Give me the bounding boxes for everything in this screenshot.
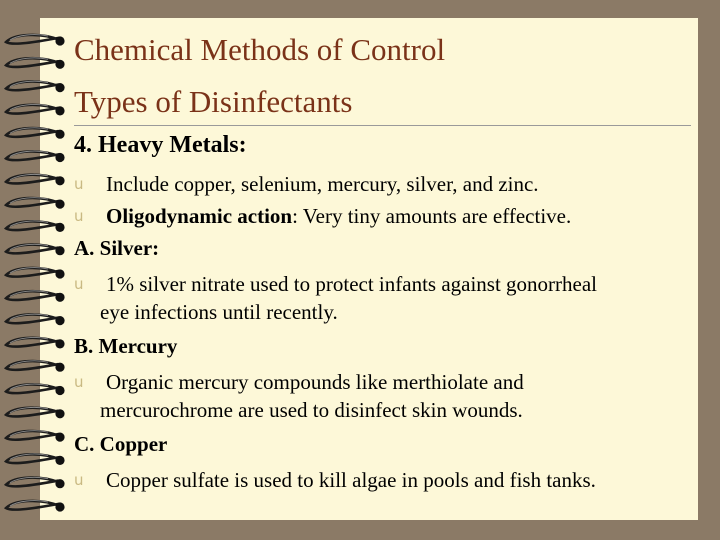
spiral-ring-icon <box>6 151 65 162</box>
spiral-ring-icon <box>6 477 65 488</box>
spiral-ring-icon <box>6 268 65 279</box>
spiral-ring-icon <box>6 361 65 372</box>
spiral-binding <box>0 0 80 540</box>
bullet-continuation: eye infections until recently. <box>100 300 338 324</box>
bullet-icon: u <box>74 207 84 225</box>
spiral-ring-icon <box>6 221 65 232</box>
section-heading: 4. Heavy Metals: <box>74 132 247 158</box>
spiral-ring-icon <box>6 81 65 92</box>
bullet-text: 1% silver nitrate used to protect infants against gonorrheal <box>106 272 598 296</box>
spiral-ring-icon <box>6 501 65 512</box>
list-item <box>74 468 596 493</box>
spiral-ring-icon <box>6 128 65 139</box>
bullet-icon: u <box>74 471 84 489</box>
slide-subtitle: Types of Disinfectants <box>74 84 353 119</box>
spiral-ring-icon <box>6 198 65 209</box>
list-item <box>74 172 539 197</box>
spiral-ring-icon <box>6 174 65 185</box>
spiral-ring-icon <box>6 454 65 465</box>
term-bold: Oligodynamic action <box>106 204 293 228</box>
list-item <box>74 204 571 229</box>
subsection-heading: B. Mercury <box>74 334 178 358</box>
subsection-heading: A. Silver: <box>74 236 160 260</box>
spiral-ring-icon <box>6 244 65 255</box>
bullet-icon: u <box>74 175 84 193</box>
bullet-icon: u <box>74 275 84 293</box>
bullet-text: Organic mercury compounds like merthiolate and <box>106 370 524 394</box>
bullet-text: Copper sulfate is used to kill algae in pools and fish tanks. <box>106 468 596 492</box>
spiral-ring-icon <box>6 58 65 69</box>
spiral-ring-icon <box>6 384 65 395</box>
bullet-text: : Very tiny amounts are effective. <box>292 204 572 228</box>
spiral-ring-icon <box>6 407 65 418</box>
spiral-ring-icon <box>6 337 65 348</box>
bullet-icon: u <box>74 373 84 391</box>
subsection-heading: C. Copper <box>74 432 168 456</box>
bullet-continuation: mercurochrome are used to disinfect skin wounds. <box>100 398 523 422</box>
bullet-text: Include copper, selenium, mercury, silver, and zinc. <box>106 172 539 196</box>
spiral-ring-icon <box>6 35 65 46</box>
list-item <box>74 272 597 297</box>
title-divider <box>74 125 691 126</box>
spiral-ring-icon <box>6 314 65 325</box>
list-item <box>74 370 524 395</box>
spiral-ring-icon <box>6 431 65 442</box>
spiral-ring-icon <box>6 104 65 115</box>
spiral-ring-icon <box>6 291 65 302</box>
slide-title: Chemical Methods of Control <box>74 32 446 67</box>
